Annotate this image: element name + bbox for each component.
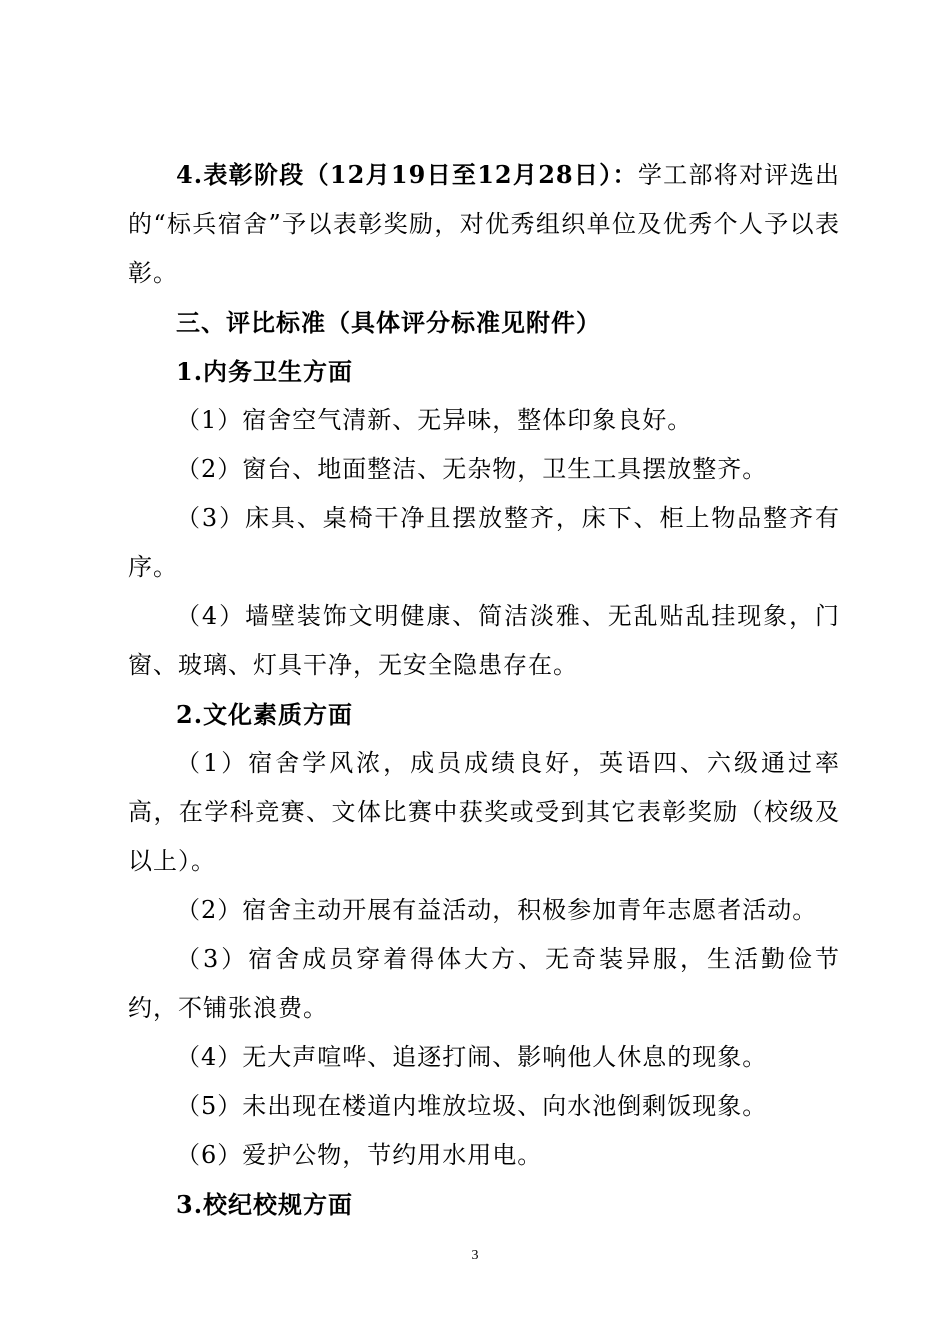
sub1-item-2: （2）窗台、地面整洁、无杂物，卫生工具摆放整齐。 xyxy=(176,455,768,483)
section3-title: 三、评比标准（具体评分标准见附件） xyxy=(176,308,601,337)
sub1-item-4: （4）墙壁装饰文明健康、简洁淡雅、无乱贴乱挂现象，门窗、玻璃、灯具干净，无安全隐患存在。 xyxy=(128,602,840,679)
sub1-item-1: （1）宿舍空气清新、无异味，整体印象良好。 xyxy=(176,406,693,434)
sub2-title: 2.文化素质方面 xyxy=(176,700,354,729)
stage4-body: 学工部将对评选出的“标兵宿舍”予以表彰奖励，对优秀组织单位及优秀个人予以表彰。 xyxy=(128,161,841,287)
sub2-item-2: （2）宿舍主动开展有益活动，积极参加青年志愿者活动。 xyxy=(176,896,818,924)
stage4-heading: 4.表彰阶段（12月19日至12月28日）： xyxy=(176,160,638,189)
sub2-item-4: （4）无大声喧哗、追逐打闹、影响他人休息的现象。 xyxy=(176,1043,768,1071)
sub1-title: 1.内务卫生方面 xyxy=(176,357,354,386)
sub2-item-1: （1）宿舍学风浓，成员成绩良好，英语四、六级通过率高，在学科竞赛、文体比赛中获奖或受到其它表彰奖励（校级及以上）。 xyxy=(128,749,840,875)
sub2-item-6: （6）爱护公物，节约用水用电。 xyxy=(176,1141,543,1169)
sub1-item-3: （3）床具、桌椅干净且摆放整齐，床下、柜上物品整齐有序。 xyxy=(128,504,840,581)
page-number: 3 xyxy=(471,1248,479,1263)
sub2-item-3: （3）宿舍成员穿着得体大方、无奇装异服，生活勤俭节约，不铺张浪费。 xyxy=(128,945,840,1022)
sub2-item-5: （5）未出现在楼道内堆放垃圾、向水池倒剩饭现象。 xyxy=(176,1092,768,1120)
sub3-title: 3.校纪校规方面 xyxy=(176,1190,354,1219)
stage4-paragraph xyxy=(128,150,840,298)
document-body xyxy=(128,150,840,1229)
